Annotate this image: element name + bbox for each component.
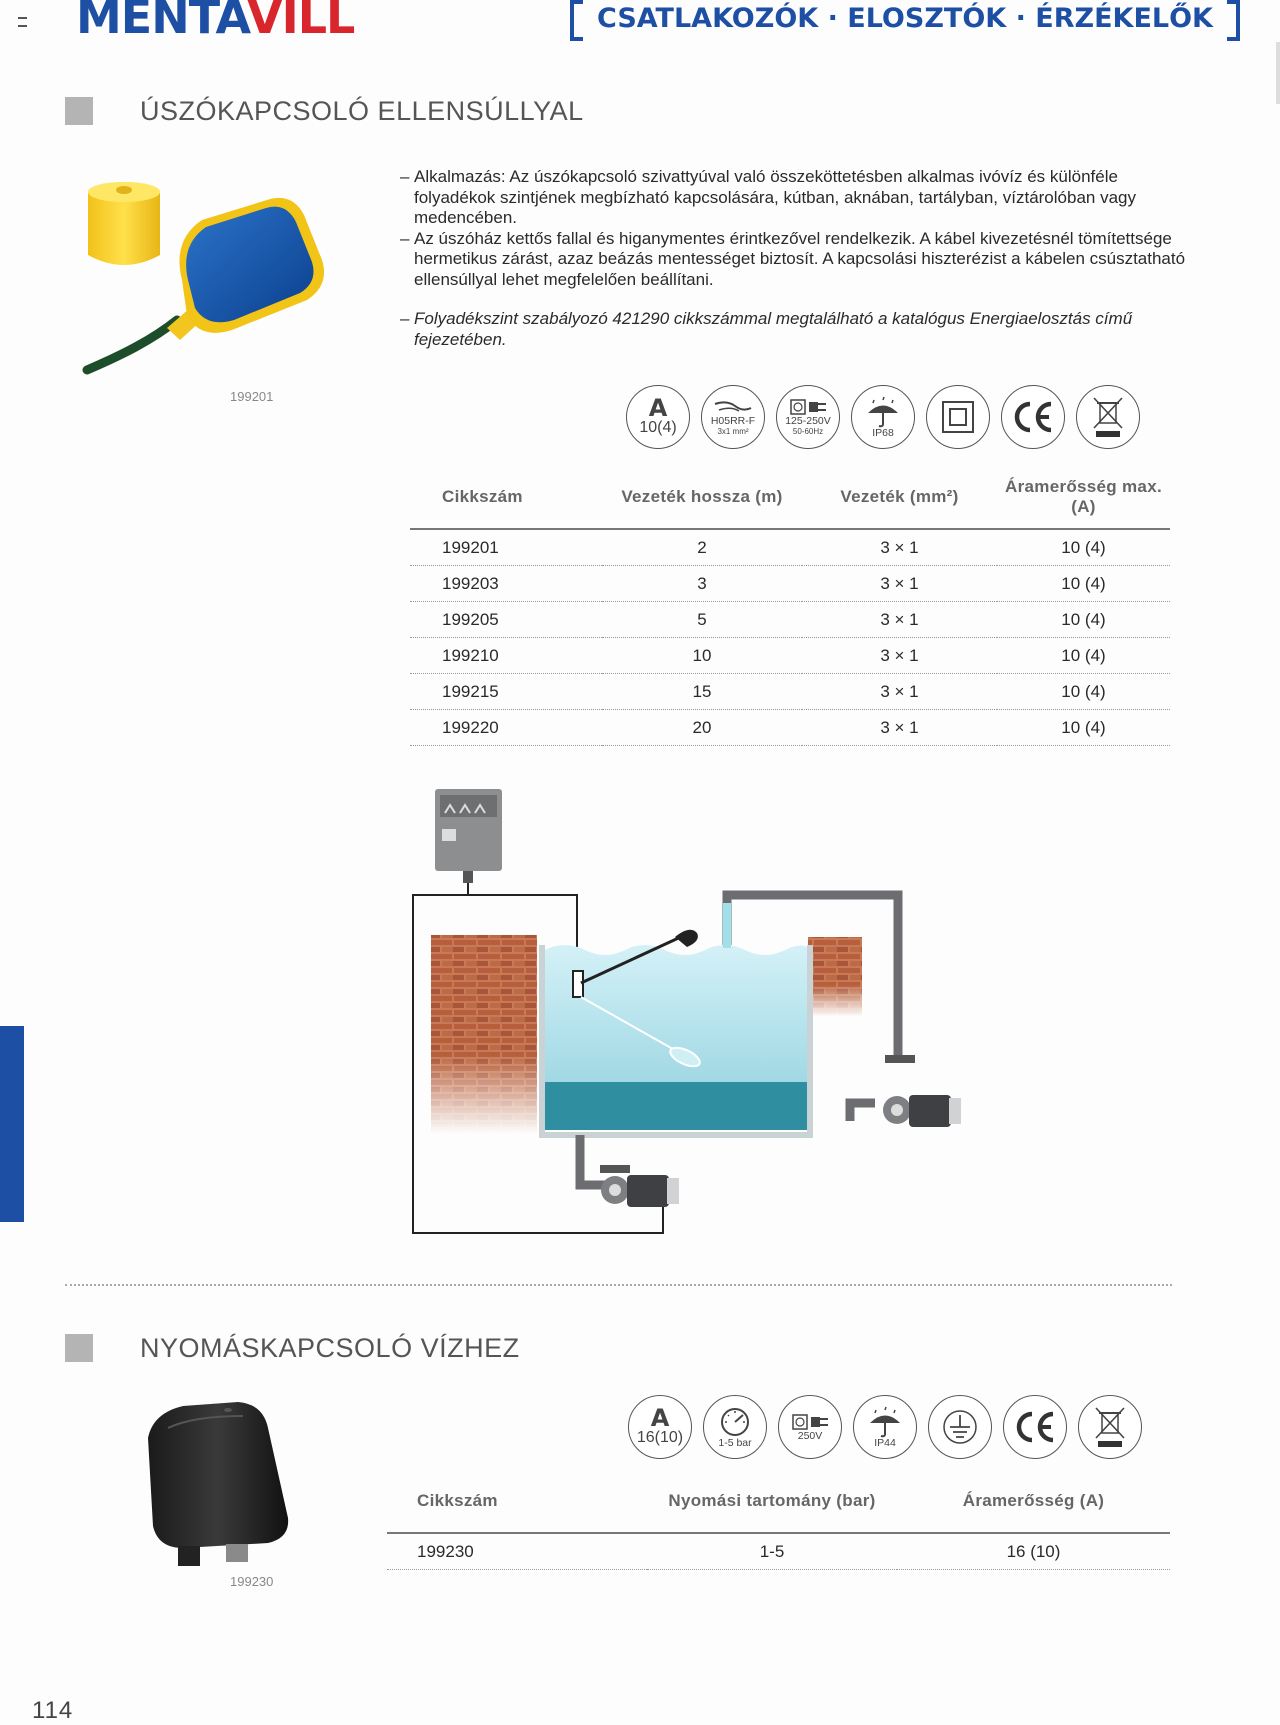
current-rating-value: 16(10) <box>636 1429 684 1446</box>
voltage-label: 250V <box>797 1429 823 1442</box>
cable-type-label: H05RR-F <box>710 415 756 427</box>
cell-current: 10 (4) <box>997 602 1170 638</box>
pressure-switch-product-image <box>138 1398 298 1573</box>
table-row <box>410 529 1170 566</box>
gauge-icon <box>719 1406 751 1438</box>
current-rating-icon <box>626 385 690 449</box>
cable-type-icon <box>701 385 765 449</box>
voltage-label: 125-250V <box>785 415 831 427</box>
pressure-range-label: 1-5 bar <box>718 1436 752 1449</box>
crossed-bin-icon <box>1091 395 1125 439</box>
column-header-cable-section: Vezeték (mm²) <box>802 466 997 529</box>
voltage-icon <box>778 1395 842 1459</box>
umbrella-rain-icon <box>866 1406 904 1438</box>
cell-length: 15 <box>602 674 802 710</box>
description-reference: – Folyadékszint szabályozó 421290 cikkszámmal megtalálható a katalógus Energiaelosztás című fejezetében. <box>400 309 1190 350</box>
pressure-range-icon <box>703 1395 767 1459</box>
table-header-row <box>387 1470 1170 1533</box>
cell-current: 10 (4) <box>997 710 1170 746</box>
column-header-code: Cikkszám <box>410 466 602 529</box>
brand-logo-part2: VILL <box>246 0 355 44</box>
current-symbol: A <box>650 1404 670 1432</box>
category-heading-text: CSATLAKOZÓK · ELOSZTÓK · ÉRZÉKELŐK <box>597 3 1213 34</box>
ip-rating-label: IP68 <box>872 426 894 439</box>
cell-code: 199210 <box>410 638 602 674</box>
cell-current: 10 (4) <box>997 674 1170 710</box>
ce-mark-icon <box>1003 1395 1067 1459</box>
weee-disposal-icon <box>1076 385 1140 449</box>
spec-icons-row <box>628 1395 1142 1459</box>
table-row <box>410 566 1170 602</box>
chapter-side-tab <box>0 1026 24 1222</box>
product-description <box>400 167 1190 350</box>
umbrella-rain-icon <box>864 396 902 428</box>
plug-socket-icon <box>788 398 828 416</box>
ce-mark-icon <box>1001 385 1065 449</box>
cell-code: 199201 <box>410 529 602 566</box>
double-square-icon <box>940 399 976 435</box>
cell-section: 3 × 1 <box>802 529 997 566</box>
ip-rating-icon <box>853 1395 917 1459</box>
installation-diagram <box>405 785 985 1240</box>
weee-disposal-icon <box>1078 1395 1142 1459</box>
cell-code: 199205 <box>410 602 602 638</box>
column-header-cable-length: Vezeték hossza (m) <box>602 466 802 529</box>
bracket-left-icon <box>570 0 583 41</box>
description-application: – Alkalmazás: Az úszókapcsoló szivattyúval való összeköttetésben alkalmas ivóvíz és különféle folyadékok szintjének megbízható kapcsolására, kútban, aknában, tartályban, víztárolóban vagy medencében. <box>400 167 1190 229</box>
cell-section: 3 × 1 <box>802 710 997 746</box>
cell-length: 3 <box>602 566 802 602</box>
cable-size-label: 3x1 mm² <box>717 427 749 436</box>
menu-icon <box>18 17 27 27</box>
cell-code: 199230 <box>387 1533 647 1570</box>
ip-rating-icon <box>851 385 915 449</box>
table-row <box>410 602 1170 638</box>
cell-current: 10 (4) <box>997 529 1170 566</box>
cell-length: 5 <box>602 602 802 638</box>
cell-section: 3 × 1 <box>802 674 997 710</box>
column-header-code: Cikkszám <box>387 1470 647 1533</box>
cable-icon <box>713 398 753 416</box>
voltage-icon <box>776 385 840 449</box>
cell-current: 10 (4) <box>997 638 1170 674</box>
cell-section: 3 × 1 <box>802 638 997 674</box>
column-header-current: Áramerősség (A) <box>897 1470 1170 1533</box>
brand-logo-part1: MENTA <box>76 0 247 44</box>
column-header-pressure-range: Nyomási tartomány (bar) <box>647 1470 897 1533</box>
category-heading <box>570 0 1213 36</box>
cell-current: 16 (10) <box>897 1533 1170 1570</box>
ce-logo-icon <box>1013 1410 1057 1444</box>
ce-logo-icon <box>1011 400 1055 434</box>
spec-icons-row <box>626 385 1140 449</box>
cell-code: 199215 <box>410 674 602 710</box>
column-header-current: Áramerősség max. (A) <box>997 466 1170 529</box>
section-title-pressure-switch: NYOMÁSKAPCSOLÓ VÍZHEZ <box>140 1333 520 1363</box>
current-rating-icon <box>628 1395 692 1459</box>
cell-length: 20 <box>602 710 802 746</box>
section-marker-square <box>65 97 93 125</box>
cell-pressure: 1-5 <box>647 1533 897 1570</box>
cell-current: 10 (4) <box>997 566 1170 602</box>
table-header-row <box>410 466 1170 529</box>
description-construction: – Az úszóház kettős fallal és higanymentes érintkezővel rendelkezik. A kábel kivezetésnél tömítettsége hermetikus zárást, azaz beázás mentességet biztosít. A kapcsolási hiszterézist a kábelen csúsztatható ellensúllyal lehet megfelelően beállítani. <box>400 229 1190 291</box>
earth-ground-icon <box>940 1407 980 1447</box>
table-row <box>387 1533 1170 1570</box>
current-symbol: A <box>648 394 668 422</box>
double-insulation-icon <box>926 385 990 449</box>
product-code-caption: 199230 <box>230 1574 274 1589</box>
cell-section: 3 × 1 <box>802 566 997 602</box>
grounding-icon <box>928 1395 992 1459</box>
cell-section: 3 × 1 <box>802 602 997 638</box>
cell-length: 10 <box>602 638 802 674</box>
ip-rating-label: IP44 <box>874 1436 896 1449</box>
frequency-label: 50-60Hz <box>792 427 824 436</box>
cell-code: 199220 <box>410 710 602 746</box>
page-edge-marker <box>1276 42 1280 104</box>
float-switch-product-image <box>82 180 342 375</box>
product-code-caption: 199201 <box>230 389 274 404</box>
pressure-switch-spec-table <box>387 1470 1170 1570</box>
table-row <box>410 674 1170 710</box>
cell-length: 2 <box>602 529 802 566</box>
crossed-bin-icon <box>1093 1405 1127 1449</box>
table-row <box>410 638 1170 674</box>
table-row <box>410 710 1170 746</box>
plug-socket-icon <box>790 1413 830 1431</box>
bracket-right-icon <box>1227 0 1240 41</box>
brand-logo <box>76 0 355 44</box>
section-divider <box>65 1284 1172 1286</box>
cell-code: 199203 <box>410 566 602 602</box>
section-marker-square <box>65 1334 93 1362</box>
current-rating-value: 10(4) <box>639 419 677 436</box>
page-number: 114 <box>32 1697 74 1724</box>
float-switch-spec-table <box>410 466 1170 746</box>
section-title-float-switch: ÚSZÓKAPCSOLÓ ELLENSÚLLYAL <box>140 96 584 126</box>
